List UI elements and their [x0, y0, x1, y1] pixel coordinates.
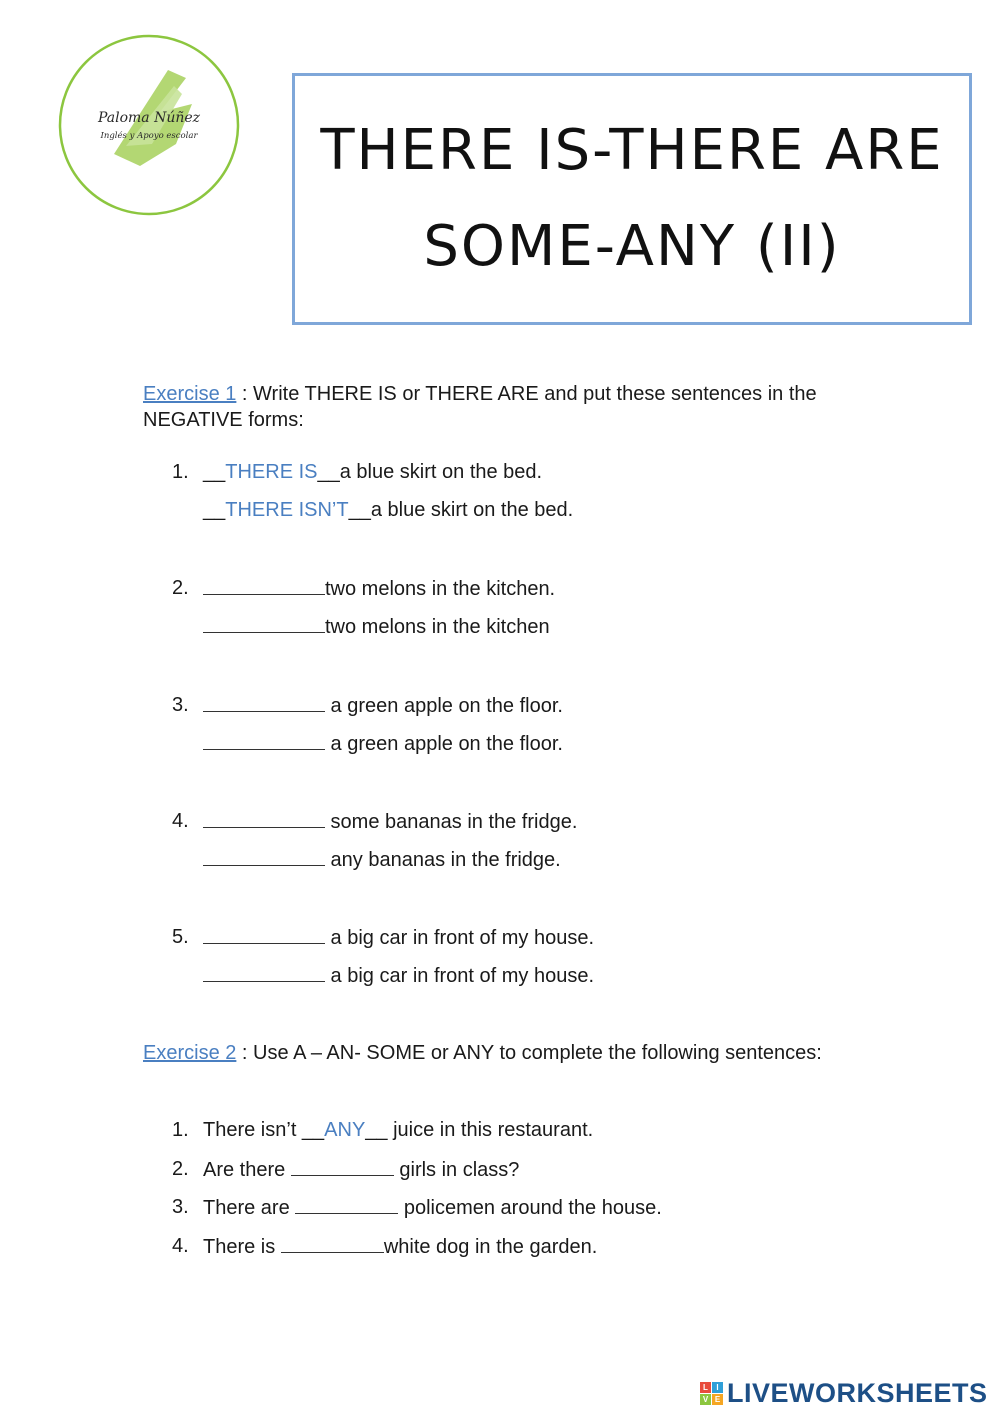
answer-blank[interactable]	[203, 924, 325, 944]
answer-blank[interactable]	[281, 1233, 384, 1253]
answer-blank[interactable]	[291, 1156, 394, 1176]
exercise-2-instruction: : Use A – AN- SOME or ANY to complete the following sentences:	[236, 1042, 822, 1064]
answer-text[interactable]: THERE IS	[225, 461, 318, 483]
answer-blank[interactable]	[203, 575, 325, 595]
item-number: 1.	[172, 1119, 189, 1141]
item-number: 4.	[172, 1235, 189, 1257]
answer-blank[interactable]	[203, 962, 325, 982]
title-line-1: THERE IS-THERE ARE	[320, 118, 944, 183]
item-number: 3.	[172, 1196, 189, 1218]
liveworksheets-wordmark: LIVEWORKSHEETS	[727, 1378, 988, 1408]
exercise-1-label[interactable]: Exercise 1	[143, 383, 237, 405]
item-number: 3.	[172, 694, 189, 716]
answer-text[interactable]: THERE ISN’T	[225, 499, 349, 521]
exercise-1-instruction: : Write THERE IS or THERE ARE and put these sentences in the NEGATIVE forms:	[143, 383, 817, 431]
logo-tagline: Inglés y Apoyo escolar	[100, 131, 198, 141]
title-box	[292, 73, 972, 325]
exercise-2-heading	[143, 1040, 873, 1066]
liveworksheets-icon: L I V E	[700, 1382, 723, 1405]
item-number: 2.	[172, 1158, 189, 1180]
item-number: 5.	[172, 926, 189, 948]
answer-blank[interactable]	[203, 846, 325, 866]
logo-badge	[56, 34, 242, 216]
answer-blank[interactable]	[203, 730, 325, 750]
answer-blank[interactable]	[203, 613, 325, 633]
liveworksheets-brand[interactable]	[700, 1378, 988, 1409]
item-number: 2.	[172, 577, 189, 599]
answer-blank[interactable]	[203, 808, 325, 828]
exercise-1-heading	[143, 381, 873, 433]
logo-name: Paloma Núñez	[97, 110, 201, 126]
answer-blank[interactable]	[203, 692, 325, 712]
item-number: 4.	[172, 810, 189, 832]
answer-text[interactable]: ANY	[324, 1119, 366, 1141]
exercise-2-label[interactable]: Exercise 2	[143, 1042, 237, 1064]
title-line-2: SOME-ANY (II)	[423, 214, 841, 279]
logo	[56, 34, 242, 216]
answer-blank[interactable]	[295, 1194, 398, 1214]
item-number: 1.	[172, 461, 189, 483]
